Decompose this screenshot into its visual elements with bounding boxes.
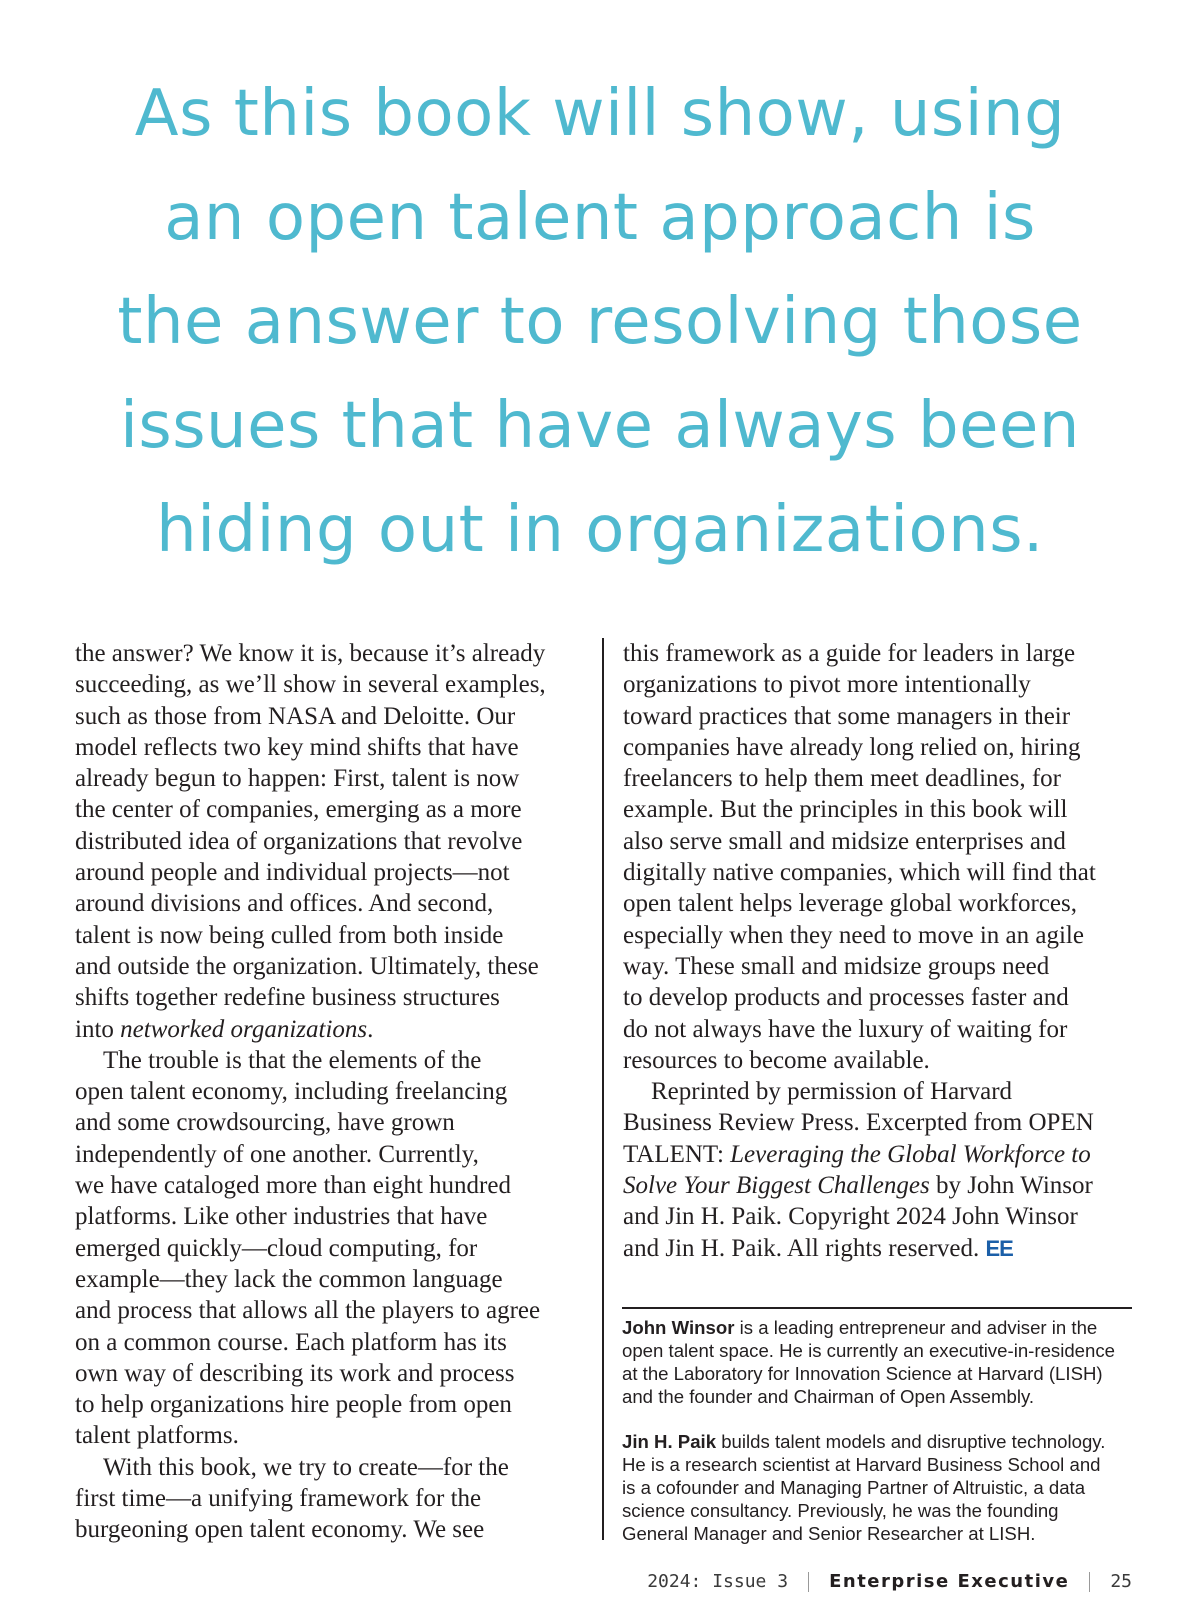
right-column (623, 638, 1129, 1264)
author-bios (622, 1316, 1142, 1545)
reprint-line (623, 1139, 1129, 1170)
body-line: open talent helps leverage global workforces, (623, 890, 1077, 918)
author-name: Jin H. Paik (622, 1431, 717, 1452)
body-line: around divisions and offices. And second, (75, 890, 494, 918)
publication-name: Enterprise Executive (829, 1571, 1070, 1592)
body-line: already begun to happen: First, talent is now (75, 765, 520, 793)
author-bio (622, 1430, 1142, 1545)
pull-quote-line: an open talent approach is (164, 181, 1036, 255)
reprint-line (623, 1170, 1129, 1201)
body-line: especially when they need to move in an agile (623, 921, 1084, 949)
end-mark: EE (985, 1235, 1013, 1261)
column-divider (602, 638, 604, 1540)
body-text: and Jin H. Paik. All rights reserved. (623, 1234, 986, 1262)
bio-line: science consultancy. Previously, he was the founding (622, 1500, 1059, 1521)
body-line: independently of one another. Currently, (75, 1140, 479, 1168)
body-line: and outside the organization. Ultimately, these (75, 952, 539, 980)
bio-line: and the founder and Chairman of Open Assembly. (622, 1386, 1035, 1407)
italic-term: networked organizations (120, 1015, 368, 1043)
body-line: example—they lack the common language (75, 1265, 503, 1293)
body-line: companies have already long relied on, hiring (623, 733, 1081, 761)
body-line: model reflects two key mind shifts that have (75, 733, 519, 761)
body-line: we have cataloged more than eight hundred (75, 1172, 511, 1200)
reprint-line: Business Review Press. Excerpted from OPEN (623, 1109, 1094, 1137)
body-text: into (75, 1015, 121, 1043)
body-line: talent platforms. (75, 1422, 239, 1450)
body-line: own way of describing its work and process (75, 1359, 515, 1387)
body-text: by John Winsor (929, 1172, 1093, 1200)
bio-line: is a cofounder and Managing Partner of Altruistic, a data (622, 1477, 1086, 1498)
bio-line: He is a research scientist at Harvard Business School and (622, 1454, 1101, 1475)
body-line: succeeding, as we’ll show in several examples, (75, 671, 546, 699)
author-name: John Winsor (622, 1317, 735, 1338)
page-footer (647, 1571, 1132, 1592)
body-line: example. But the principles in this book will (623, 796, 1068, 824)
body-line: way. These small and midsize groups need (623, 952, 1050, 980)
body-line: the center of companies, emerging as a more (75, 796, 522, 824)
pull-quote-line: hiding out in organizations. (156, 493, 1044, 567)
body-line: resources to become available. (623, 1046, 930, 1074)
body-line: platforms. Like other industries that have (75, 1203, 488, 1231)
bio-rule (622, 1307, 1132, 1309)
body-line: around people and individual projects—not (75, 859, 510, 887)
reprint-line (623, 1233, 1129, 1264)
book-title: Leveraging the Global Workforce to (730, 1140, 1091, 1168)
body-line: freelancers to help them meet deadlines, for (623, 765, 1062, 793)
body-line: The trouble is that the elements of the (103, 1046, 482, 1074)
bio-line: open talent space. He is currently an executive-in-residence (622, 1340, 1115, 1361)
body-line: distributed idea of organizations that revolve (75, 827, 523, 855)
body-line: first time—a unifying framework for the (75, 1485, 482, 1513)
body-line: to develop products and processes faster and (623, 984, 1069, 1012)
body-line: and process that allows all the players to agree (75, 1297, 541, 1325)
body-line: on a common course. Each platform has its (75, 1328, 507, 1356)
body-line: With this book, we try to create—for the (103, 1453, 509, 1481)
bio-line: at the Laboratory for Innovation Science at Harvard (LISH) (622, 1363, 1103, 1384)
reprint-line: Reprinted by permission of Harvard (651, 1078, 1013, 1106)
body-line: emerged quickly—cloud computing, for (75, 1234, 478, 1262)
issue-label: 2024: Issue 3 (647, 1571, 789, 1592)
author-bio (622, 1316, 1142, 1408)
bio-line (622, 1430, 1142, 1453)
pull-quote-line: As this book will show, using (134, 77, 1066, 151)
bio-text: is a leading entrepreneur and adviser in the (734, 1317, 1098, 1338)
body-line: also serve small and midsize enterprises and (623, 827, 1066, 855)
body-line: organizations to pivot more intentionally (623, 671, 1031, 699)
body-text: . (367, 1015, 374, 1043)
body-line: to help organizations hire people from open (75, 1391, 512, 1419)
body-line: digitally native companies, which will find that (623, 859, 1096, 887)
reprint-line: and Jin H. Paik. Copyright 2024 John Winsor (623, 1203, 1078, 1231)
body-line: the answer? We know it is, because it’s already (75, 640, 546, 667)
footer-separator (1089, 1572, 1090, 1592)
body-line: such as those from NASA and Deloitte. Our (75, 702, 516, 730)
body-line: do not always have the luxury of waiting for (623, 1015, 1068, 1043)
page-number: 25 (1110, 1571, 1132, 1592)
left-column (75, 638, 581, 1546)
body-line: this framework as a guide for leaders in large (623, 640, 1076, 667)
bio-line (622, 1316, 1142, 1339)
bio-text: builds talent models and disruptive technology. (716, 1431, 1106, 1452)
pull-quote (80, 62, 1120, 582)
body-line: toward practices that some managers in their (623, 702, 1071, 730)
body-line: talent is now being culled from both inside (75, 921, 504, 949)
body-text: TALENT: (623, 1140, 731, 1168)
bio-line: General Manager and Senior Researcher at LISH. (622, 1523, 1036, 1544)
body-line: open talent economy, including freelancing (75, 1078, 508, 1106)
pull-quote-line: issues that have always been (120, 389, 1080, 463)
footer-separator (808, 1572, 809, 1592)
body-line: and some crowdsourcing, have grown (75, 1109, 455, 1137)
body-line: shifts together redefine business structures (75, 984, 500, 1012)
body-line: burgeoning open talent economy. We see (75, 1516, 485, 1544)
pull-quote-line: the answer to resolving those (117, 285, 1083, 359)
body-line (75, 1014, 581, 1045)
book-title: Solve Your Biggest Challenges (623, 1172, 930, 1200)
